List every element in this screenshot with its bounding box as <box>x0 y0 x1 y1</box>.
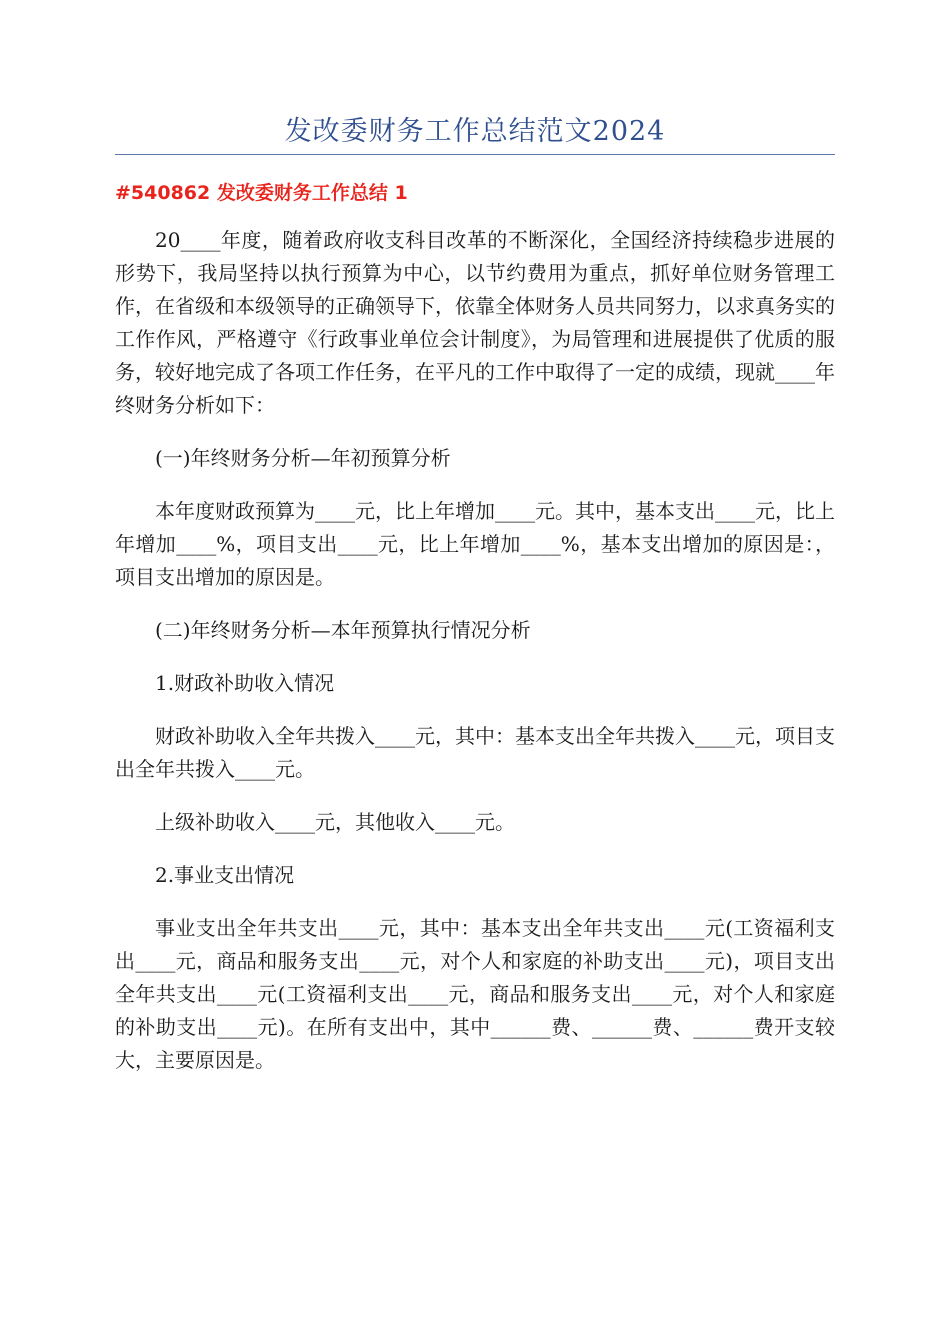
subheading-initial-budget: (一)年终财务分析—年初预算分析 <box>155 446 451 470</box>
paragraph-budget: 本年度财政预算为____元，比上年增加____元。其中，基本支出____元，比上年增加____%，项目支出____元，比上年增加____%，基本支出增加的原因是：，项目支出增加的原因是。 <box>115 499 835 589</box>
subheading-fiscal-subsidy: 1.财政补助收入情况 <box>155 671 335 695</box>
subheading-expenditure: 2.事业支出情况 <box>155 863 295 887</box>
paragraph-expenditure: 事业支出全年共支出____元，其中：基本支出全年共支出____元(工资福利支出____元，商品和服务支出____元，对个人和家庭的补助支出____元)，项目支出全年共支出____元(工资福利支出____元，商品和服务支出____元，对个人和家庭的补助支出____元)。在所有支出中，其中______费、______费、______费开支较大，主要原因是。 <box>115 916 835 1072</box>
paragraph-other-income: 上级补助收入____元，其他收入____元。 <box>155 810 515 834</box>
paragraph-intro: 20____年度，随着政府收支科目改革的不断深化，全国经济持续稳步进展的形势下，我局坚持以执行预算为中心，以节约费用为重点，抓好单位财务管理工作，在省级和本级领导的正确领导下，依靠全体财务人员共同努力，以求真务实的工作作风，严格遵守《行政事业单位会计制度》，为局管理和进展提供了优质的服务，较好地完成了各项工作任务，在平凡的工作中取得了一定的成绩，现就____年终财务分析如下： <box>115 228 835 417</box>
document-body <box>115 224 835 1097</box>
paragraph-fiscal-subsidy: 财政补助收入全年共拨入____元，其中：基本支出全年共拨入____元，项目支出全年共拨入____元。 <box>115 724 835 781</box>
document-title: 发改委财务工作总结范文2024 <box>284 116 666 147</box>
subheading-budget-execution: (二)年终财务分析—本年预算执行情况分析 <box>155 618 531 642</box>
title-divider <box>115 154 835 155</box>
section-heading: #540862 发改委财务工作总结 1 <box>115 182 408 204</box>
